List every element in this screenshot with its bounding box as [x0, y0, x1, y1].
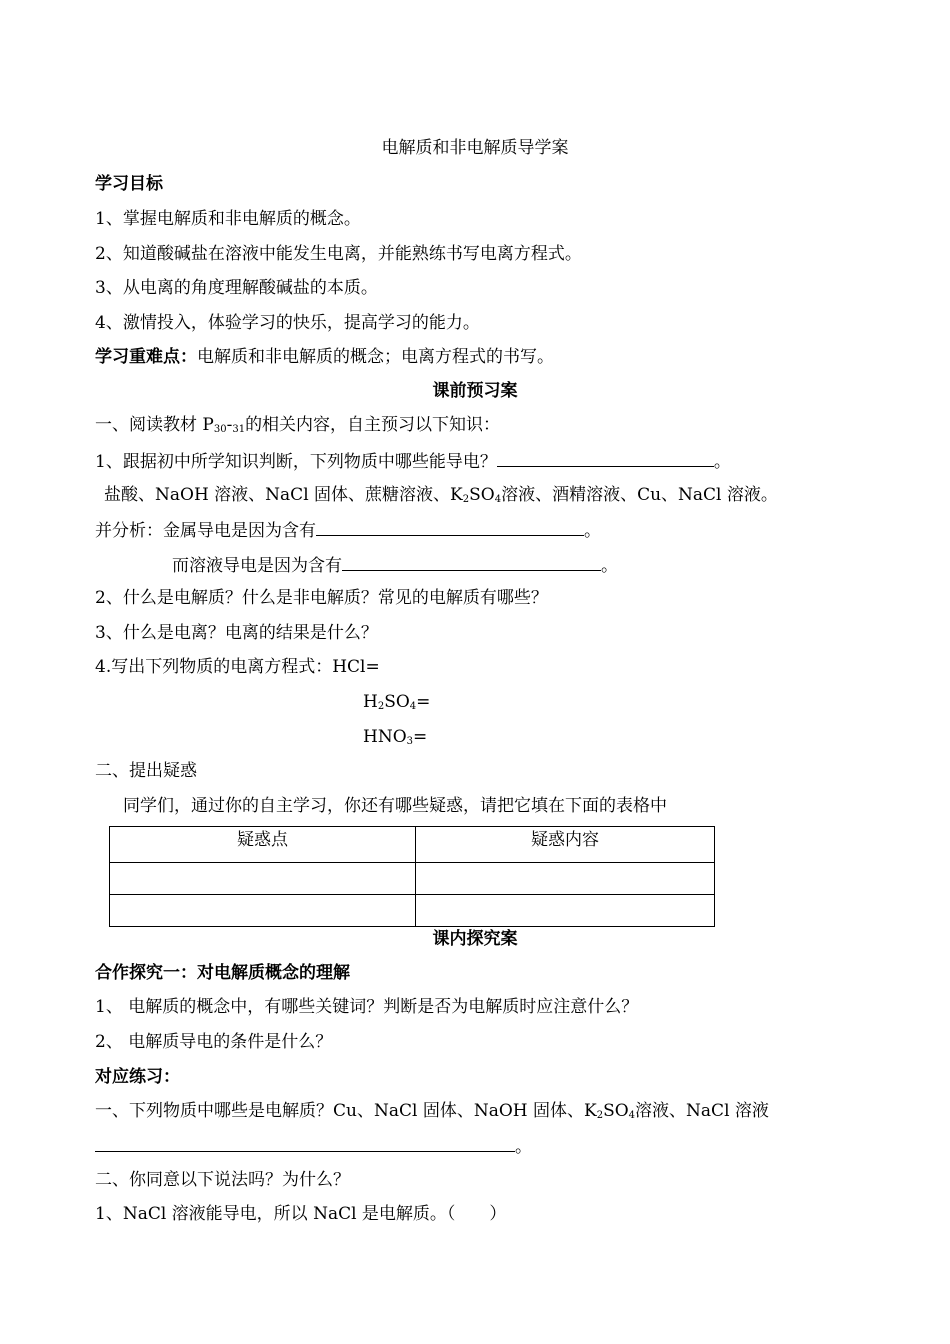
formula-text: H: [363, 692, 378, 712]
equals-sign: =: [416, 692, 431, 712]
subscript: 4: [628, 1110, 636, 1121]
objectives-heading: 学习目标: [95, 174, 163, 194]
subscript: 2: [377, 701, 385, 712]
preview-question-2: 2、什么是电解质？什么是非电解质？常见的电解质有哪些？: [95, 588, 548, 608]
coop-heading: 合作探究一：对电解质概念的理解: [95, 963, 350, 983]
table-cell[interactable]: [110, 895, 416, 927]
analysis-text: 并分析：金属导电是因为含有: [95, 521, 316, 541]
inquiry-question-1: 1、 电解质的概念中，有哪些关键词？判断是否为电解质时应注意什么？: [95, 997, 639, 1017]
substances-text: 溶液、酒精溶液、Cu、NaCl 溶液。: [501, 485, 778, 505]
inquiry-question-2: 2、 电解质导电的条件是什么？: [95, 1032, 333, 1052]
table-cell[interactable]: [416, 863, 715, 895]
formula-text: SO: [384, 692, 410, 712]
subscript: 2: [462, 494, 470, 505]
table-header-row: [110, 827, 715, 863]
period: 。: [584, 521, 601, 541]
analysis-metal: [95, 518, 601, 542]
exercise-text: 一、下列物质中哪些是电解质？Cu、NaCl 固体、NaOH 固体、K: [95, 1101, 597, 1121]
objective-item: 1、掌握电解质和非电解质的概念。: [95, 209, 361, 229]
formula-text: HNO: [363, 727, 407, 747]
page-start-subscript: 30: [213, 424, 227, 435]
substances-text: SO: [469, 485, 495, 505]
question-text: 1、跟据初中所学知识判断，下列物质中哪些能导电？: [95, 452, 497, 472]
exercise-text: 溶液、NaCl 溶液: [635, 1101, 769, 1121]
doubt-intro: 同学们，通过你的自主学习，你还有哪些疑惑，请把它填在下面的表格中: [123, 796, 667, 816]
key-points-text: 电解质和非电解质的概念；电离方程式的书写。: [197, 347, 554, 367]
exercise-text: SO: [603, 1101, 629, 1121]
answer-blank[interactable]: [316, 518, 584, 536]
answer-blank[interactable]: [95, 1134, 515, 1152]
preview-question-4: 4.写出下列物质的电离方程式：HCl=: [95, 657, 380, 677]
objective-item: 4、激情投入，体验学习的快乐，提高学习的能力。: [95, 313, 480, 333]
page-title: 电解质和非电解质导学案: [381, 138, 569, 158]
table-cell[interactable]: [416, 895, 715, 927]
preview-heading: 课前预习案: [432, 381, 518, 401]
reading-text: 一、阅读教材 P: [95, 415, 214, 435]
preview-question-3: 3、什么是电离？电离的结果是什么？: [95, 623, 378, 643]
inquiry-heading: 课内探究案: [432, 929, 518, 949]
period: 。: [601, 556, 618, 576]
subscript: 4: [409, 701, 417, 712]
doubt-heading: 二、提出疑惑: [95, 761, 197, 781]
period: 。: [515, 1137, 532, 1157]
exercise-1: [95, 1100, 769, 1122]
page-range-dash: -: [226, 415, 233, 435]
substances-list: [104, 484, 778, 506]
table-header-doubt-point: 疑惑点: [110, 827, 416, 863]
subscript: 3: [406, 736, 414, 747]
objective-item: 3、从电离的角度理解酸碱盐的本质。: [95, 278, 378, 298]
table-row: [110, 895, 715, 927]
doubt-table: [109, 826, 715, 927]
analysis-solution: [172, 553, 618, 577]
exercise-1-answer: [95, 1134, 532, 1158]
page-end-subscript: 31: [232, 424, 246, 435]
answer-blank[interactable]: [342, 553, 601, 571]
objective-item: 2、知道酸碱盐在溶液中能发生电离，并能熟练书写电离方程式。: [95, 244, 582, 264]
preview-reading-instruction: [95, 414, 500, 436]
answer-blank[interactable]: [497, 449, 714, 467]
table-header-doubt-content: 疑惑内容: [416, 827, 715, 863]
substances-text: 盐酸、NaOH 溶液、NaCl 固体、蔗糖溶液、K: [104, 485, 463, 505]
key-points-label: 学习重难点：: [95, 347, 197, 367]
table-row: [110, 863, 715, 895]
key-points: [95, 346, 554, 368]
subscript: 2: [596, 1110, 604, 1121]
subscript: 4: [494, 494, 502, 505]
table-cell[interactable]: [110, 863, 416, 895]
equation-h2so4: [363, 691, 430, 713]
reading-text-tail: 的相关内容，自主预习以下知识：: [245, 415, 501, 435]
preview-question-1: [95, 449, 731, 473]
exercise-2-item-1: 1、NaCl 溶液能导电，所以 NaCl 是电解质。（ ）: [95, 1204, 507, 1224]
equation-hno3: [363, 726, 427, 748]
equals-sign: =: [413, 727, 428, 747]
practice-heading: 对应练习：: [95, 1067, 180, 1087]
analysis-text: 而溶液导电是因为含有: [172, 556, 342, 576]
exercise-2: 二、你同意以下说法吗？为什么？: [95, 1170, 350, 1190]
period: 。: [713, 452, 731, 472]
